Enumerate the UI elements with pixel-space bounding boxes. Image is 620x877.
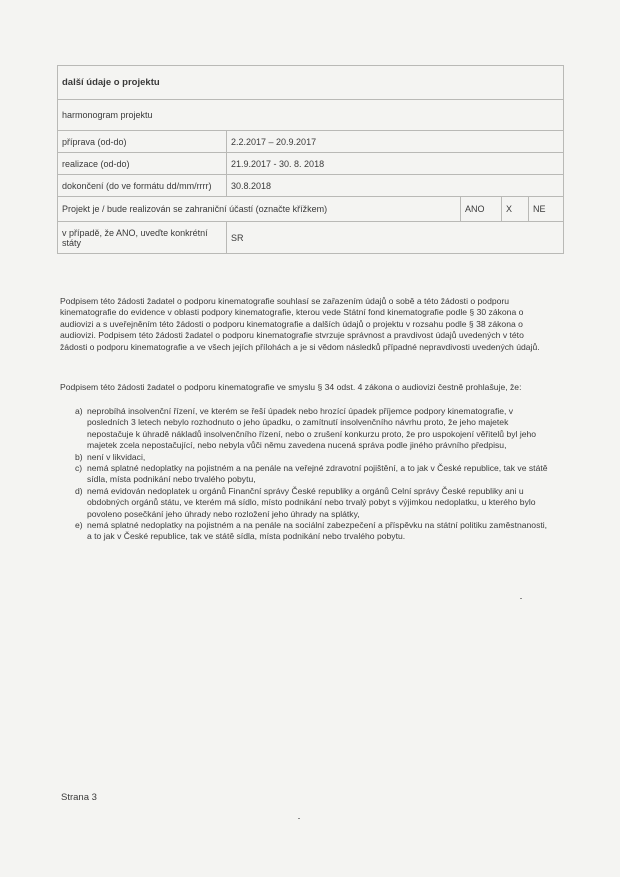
project-details-table [57,65,564,254]
ano-option: ANO [461,197,502,222]
list-marker: d) [75,485,83,496]
schedule-label: harmonogram projektu [58,100,564,131]
list-marker: e) [75,520,83,531]
row-label: dokončení (do ve formátu dd/mm/rrrr) [58,175,227,197]
states-label: v případě, že ANO, uveďte konkrétní státy [58,222,227,254]
list-item [75,406,553,452]
consent-paragraph: Podpisem této žádosti žadatel o podporu kinematografie souhlasí se zařazením údajů o sobě a této žádosti o podporu kinematografie do evidence v oblasti podpory kinematografie, kterou vede Státní fond kinematografie podle § 30 zákona o audiovizi a s uveřejněním této žádosti o podporu kinematografie a dalších údajů o projektu v rozsahu podle § 38 zákona o audiovizi. Podpisem této žádosti žadatel o podporu kinematografie stvrzuje správnost a pravdivost údajů uvedených v této žádosti o podporu kinematografie a ve všech jejích přílohách a je si vědom následků případné nepravdivosti uvedených údajů. [60,296,540,352]
list-text: nemá evidován nedoplatek u orgánů Finanční správy České republiky a orgánů Celní správy České republiky ani u obdobných orgánů státu, ve kterém má sídlo, místo podnikání nebo trvalý pobyt s výjimkou nedoplatku, u kterého bylo povoleno posečkání jeho úhrady nebo rozložení jeho úhrady na splátky, [87,485,536,519]
declaration-intro: Podpisem této žádosti žadatel o podporu kinematografie ve smyslu § 34 odst. 4 zákona o audiovizi čestně prohlašuje, že: [60,382,522,392]
table-title: další údaje o projektu [58,66,564,100]
row-label: příprava (od-do) [58,131,227,153]
declaration-list [75,406,553,543]
list-text: nemá splatné nedoplatky na pojistném a na penále na sociální zabezpečení a příspěvku na státní politiku zaměstnanosti, a to jak v České republice, tak ve státě sídla, místa podnikání nebo trvalého pobytu. [87,520,548,542]
list-text: není v likvidaci, [87,451,146,462]
states-value: SR [227,222,564,254]
ne-option: NE [529,197,564,222]
row-value: 30.8.2018 [227,175,564,197]
row-value: 2.2.2017 – 20.9.2017 [227,131,564,153]
list-marker: c) [75,463,83,474]
list-text: neprobíhá insolvenční řízení, ve kterém se řeší úpadek nebo hrozící úpadek příjemce podpory kinematografie, v posledních 3 letech nebylo rozhodnuto o jeho úpadku, o zamítnutí insolvenčního návrhu proto, že jeho majetek nepostačuje k úhradě nákladů insolvenčního řízení, nebo o zrušení konkurzu proto, že pro uspokojení věřitelů byl jeho majetek zcela nepostačující, nebo nebyla vůči němu zavedena nucená správa podle jiného právního předpisu, [87,406,537,451]
list-item [75,520,553,543]
page-number: Strana 3 [61,792,97,803]
list-marker: a) [75,406,83,416]
scan-speck [520,598,522,599]
list-item [75,463,553,486]
row-value: 21.9.2017 - 30. 8. 2018 [227,153,564,175]
row-label: realizace (od-do) [58,153,227,175]
list-marker: b) [75,451,83,462]
scan-speck [298,818,300,819]
list-item [75,486,553,520]
list-text: nemá splatné nedoplatky na pojistném a na penále na veřejné zdravotní pojištění, a to jak v České republice, tak ve státě sídla, místa podnikání nebo trvalého pobytu, [87,463,548,485]
foreign-participation-question: Projekt je / bude realizován se zahraniční účastí (označte křížkem) [58,197,461,222]
cross-mark: X [502,197,529,222]
list-item [75,452,553,463]
